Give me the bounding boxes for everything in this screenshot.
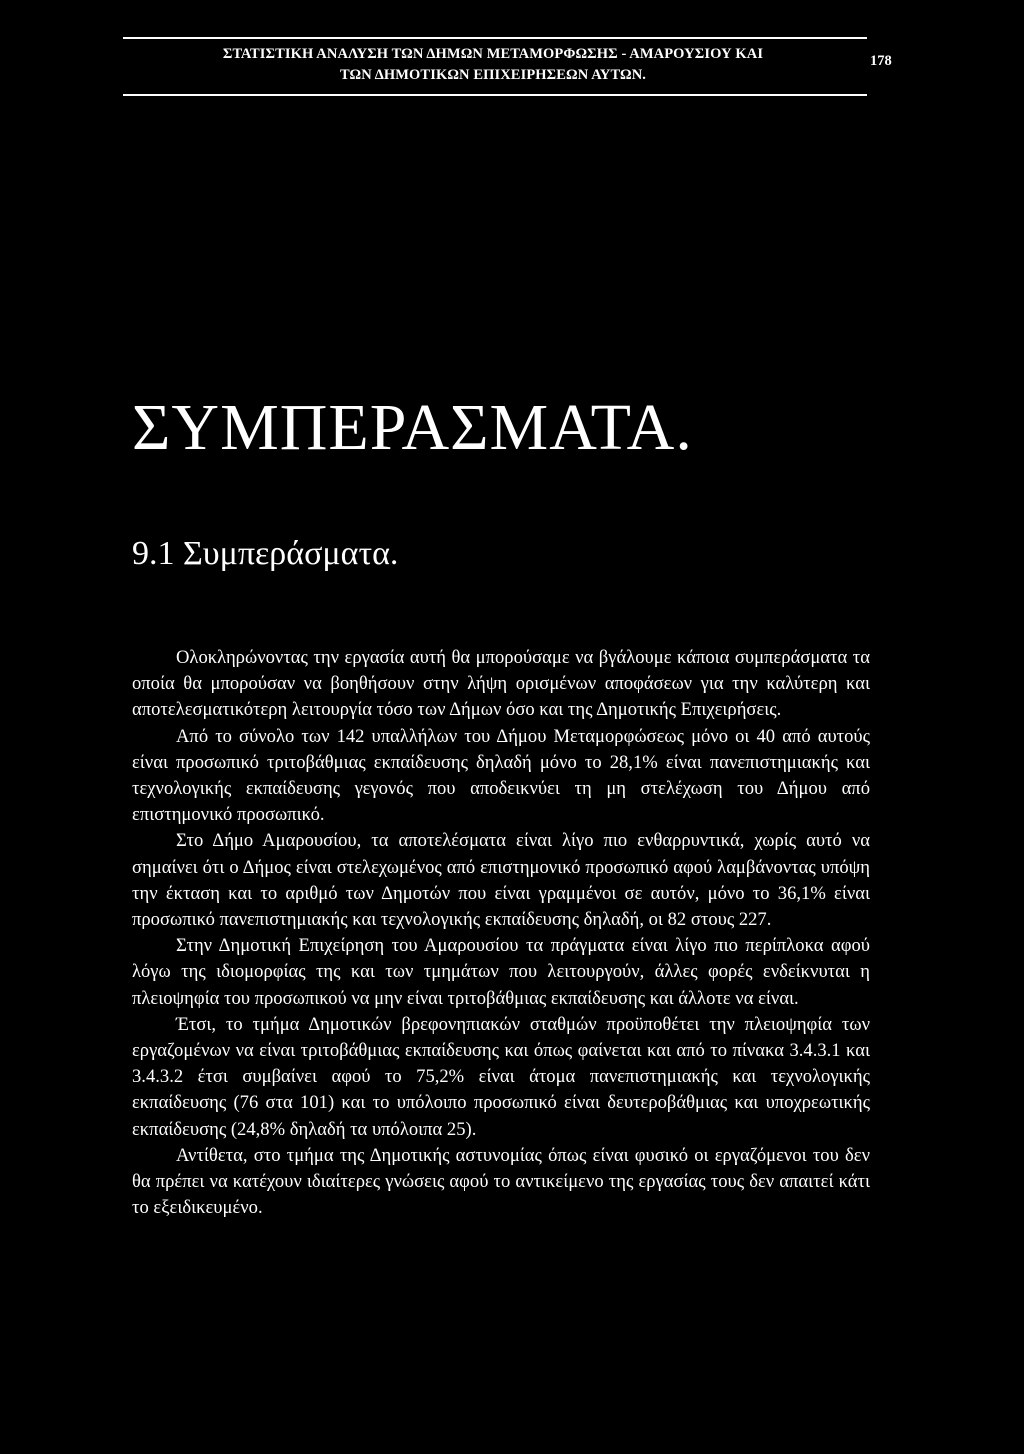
- header-rule-bottom: [123, 94, 867, 96]
- running-header-line-2: ΤΩΝ ΔΗΜΟΤΙΚΩΝ ΕΠΙΧΕΙΡΗΣΕΩΝ ΑΥΤΩΝ.: [339, 67, 647, 83]
- section-title: 9.1 Συμπεράσματα.: [132, 535, 399, 572]
- page-number: 178: [870, 53, 892, 69]
- paragraph-1: Ολοκληρώνοντας την εργασία αυτή θα μπορούσαμε να βγάλουμε κάποια συμπεράσματα τα οποία θα μπορούσαν να βοηθήσουν στην λήψη ορισμένων αποφάσεων για την καλύτερη και αποτελεσματικότερη λειτουργία τόσο των Δήμων όσο και της Δημοτικής Επιχειρήσεις.: [132, 647, 870, 721]
- running-header: [143, 44, 843, 86]
- body-text: [132, 645, 870, 1221]
- paragraph-5: Έτσι, το τμήμα Δημοτικών βρεφονηπιακών σταθμών προϋποθέτει την πλειοψηφία των εργαζομένων να είναι τριτοβάθμιας εκπαίδευσης και όπως φαίνεται και από το πίνακα 3.4.3.1 και 3.4.3.2 έτσι συμβαίνει αφού το 75,2% είναι άτομα πανεπιστημιακής και τεχνολογικής εκπαίδευσης (76 στα 101) και το υπόλοιπο προσωπικό είναι δευτεροβάθμιας και υποχρεωτικής εκπαίδευσης (24,8% δηλαδή τα υπόλοιπα 25).: [132, 1013, 870, 1140]
- header-rule-top: [123, 37, 867, 39]
- chapter-title: ΣΥΜΠΕΡΑΣΜΑΤΑ.: [132, 391, 693, 464]
- running-header-line-1: ΣΤΑΤΙΣΤΙΚΗ ΑΝΑΛΥΣΗ ΤΩΝ ΔΗΜΩΝ ΜΕΤΑΜΟΡΦΩΣΗΣ - ΑΜΑΡΟΥΣΙΟΥ ΚΑΙ: [222, 46, 764, 62]
- paragraph-2: Από το σύνολο των 142 υπαλλήλων του Δήμου Μεταμορφώσεως μόνο οι 40 από αυτούς είναι προσωπικό τριτοβάθμιας εκπαίδευσης δηλαδή μόνο το 28,1% είναι πανεπιστημιακής και τεχνολογικής εκπαίδευσης γεγονός που αποδεικνύει τη μη στελέχωση του Δήμου από επιστημονικό προσωπικό.: [132, 725, 870, 826]
- paragraph-6: Αντίθετα, στο τμήμα της Δημοτικής αστυνομίας όπως είναι φυσικό οι εργαζόμενοι του δεν θα πρέπει να κατέχουν ιδιαίτερες γνώσεις αφού το αντικείμενο της εργασίας τους δεν απαιτεί κάτι το εξειδικευμένο.: [132, 1144, 870, 1219]
- paragraph-4: Στην Δημοτική Επιχείρηση του Αμαρουσίου τα πράγματα είναι λίγο πιο περίπλοκα αφού λόγω της ιδιομορφίας της και των τμημάτων που λειτουργούν, άλλες φορές ενδείκνυται η πλειοψηφία του προσωπικού να μην είναι τριτοβάθμιας εκπαίδευσης και άλλοτε να είναι.: [132, 935, 870, 1009]
- paragraph-3: Στο Δήμο Αμαρουσίου, τα αποτελέσματα είναι λίγο πιο ενθαρρυντικά, χωρίς αυτό να σημαίνει ότι ο Δήμος είναι στελεχωμένος από επιστημονικό προσωπικό αφού λαμβάνοντας υπόψη την έκταση και το αριθμό των Δημοτών που είναι γραμμένοι σε αυτόν, μόνο το 36,1% είναι προσωπικό πανεπιστημιακής και τεχνολογικής εκπαίδευσης δηλαδή, οι 82 στους 227.: [132, 830, 870, 931]
